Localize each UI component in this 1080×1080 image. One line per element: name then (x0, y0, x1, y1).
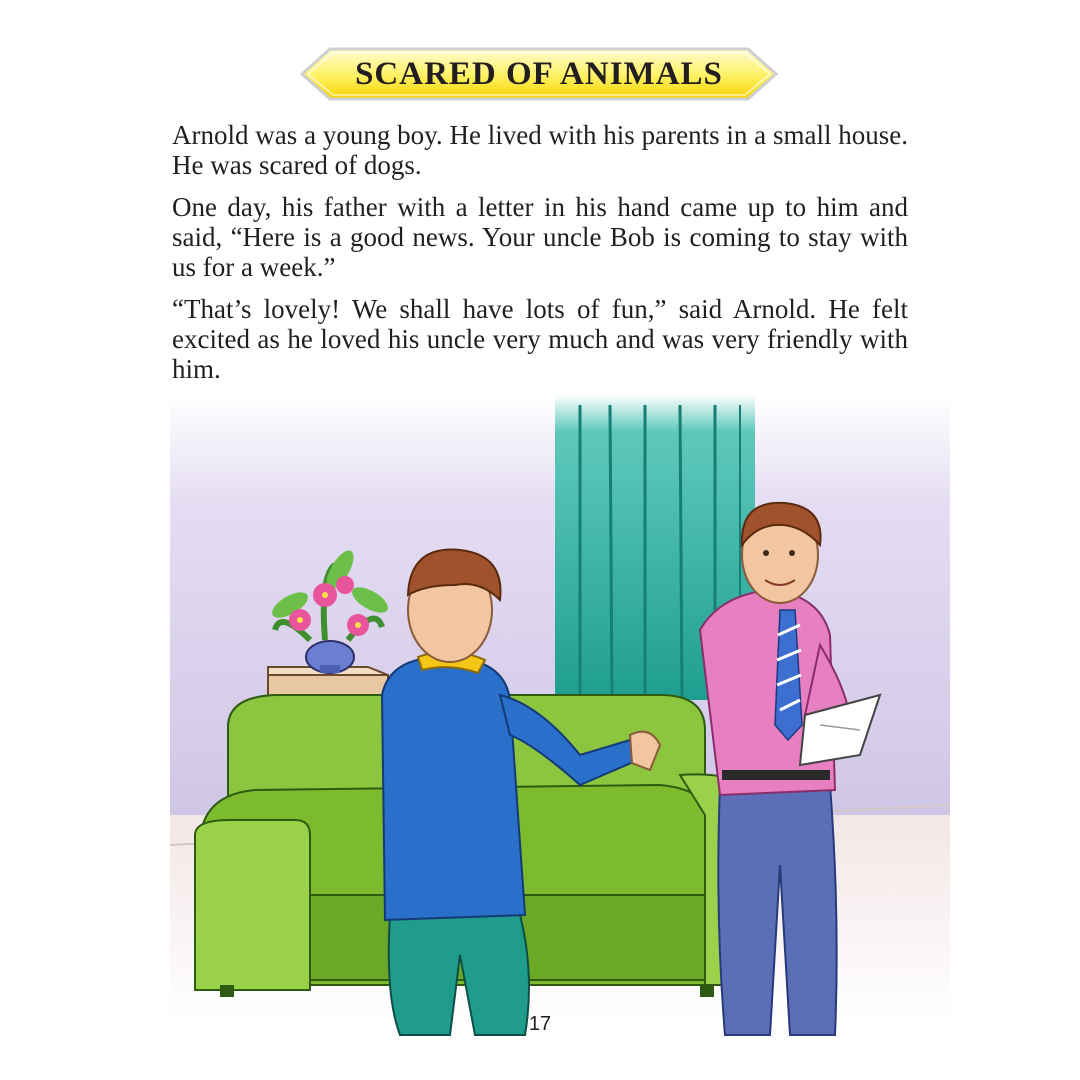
story-text (172, 120, 908, 396)
story-illustration (160, 395, 960, 1040)
page-title: SCARED OF ANIMALS (355, 55, 723, 92)
paragraph-2: One day, his father with a letter in his hand came up to him and said, “Here is a good news. Your uncle Bob is coming to stay with us for a week.” (172, 192, 908, 282)
page-number: 17 (528, 1013, 552, 1035)
paragraph-1: Arnold was a young boy. He lived with his parents in a small house. He was scared of dogs. (172, 120, 908, 180)
living-room-scene (160, 395, 960, 1040)
paragraph-3: “That’s lovely! We shall have lots of fun,” said Arnold. He felt excited as he loved his uncle very much and was very friendly with him. (172, 294, 908, 384)
title-banner (300, 46, 778, 102)
